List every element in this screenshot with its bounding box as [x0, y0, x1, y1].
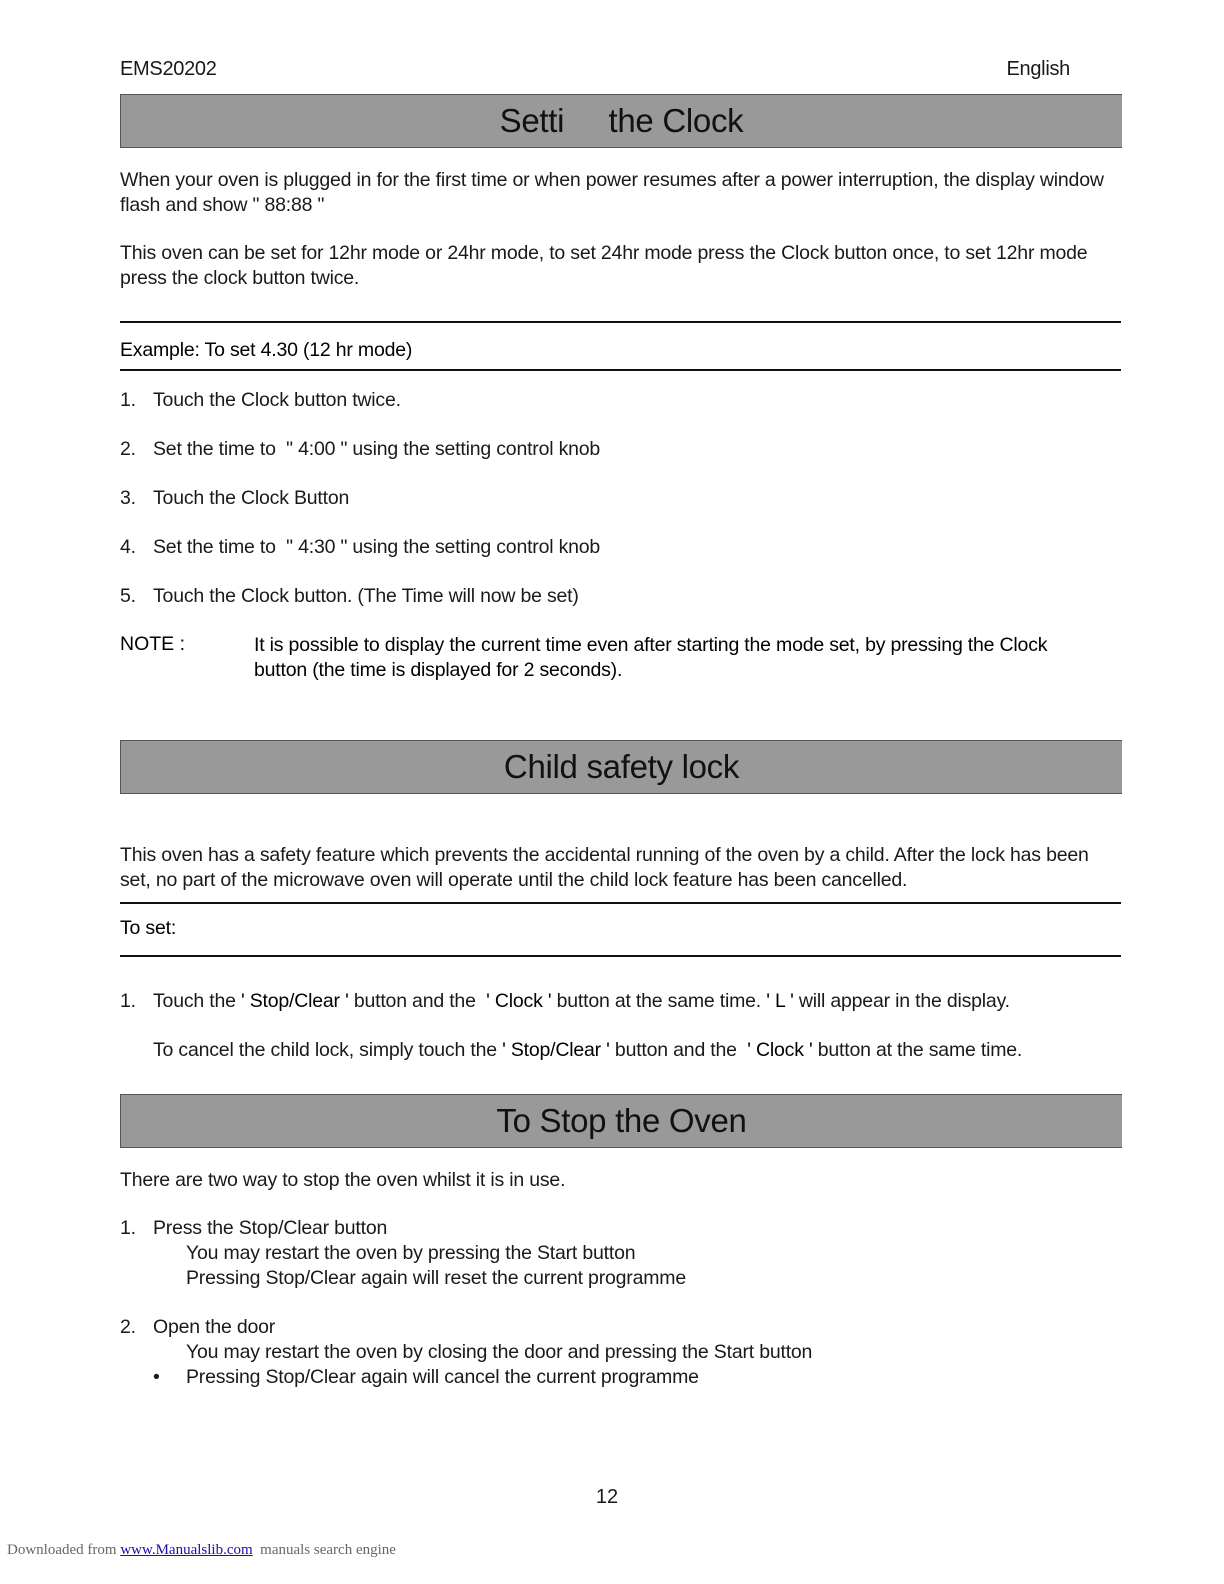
clock-key: ' Clock '	[486, 990, 552, 1012]
lock-indicator: ' L '	[766, 990, 794, 1012]
divider	[120, 369, 1121, 371]
model-number: EMS20202	[120, 58, 217, 80]
download-footer: Downloaded from www.Manualslib.com manuals search engine	[7, 1542, 396, 1558]
clock-intro-paragraph: When your oven is plugged in for the first time or when power resumes after a power interruption, the display window flash and show " 88:88 "	[120, 169, 1104, 216]
divider	[120, 321, 1121, 323]
step-number: 4.	[120, 536, 136, 558]
stop-detail: You may restart the oven by closing the door and pressing the Start button	[186, 1341, 813, 1363]
stop-detail: Pressing Stop/Clear again will reset the current programme	[186, 1267, 686, 1289]
language-label: English	[1006, 58, 1070, 80]
step-text: Touch the Clock button. (The Time will now be set)	[153, 585, 579, 607]
step-text: Set the time to " 4:00 " using the setting control knob	[153, 438, 601, 460]
step-number: 1.	[120, 1217, 136, 1239]
stop-detail: You may restart the oven by pressing the Start button	[186, 1242, 636, 1264]
step-number: 3.	[120, 487, 136, 509]
step-text: Touch the Clock button twice.	[153, 389, 401, 411]
stop-intro: There are two way to stop the oven whilst it is in use.	[120, 1169, 566, 1191]
step-text: Set the time to " 4:30 " using the setting control knob	[153, 536, 601, 558]
to-set-label: To set:	[120, 917, 177, 939]
child-lock-paragraph: This oven has a safety feature which prevents the accidental running of the oven by a child. After the lock has been set, no part of the microwave oven will operate until the child lock feature has been cancelled.	[120, 844, 1089, 891]
step-number: 5.	[120, 585, 136, 607]
step-number: 2.	[120, 438, 136, 460]
divider	[120, 902, 1121, 904]
stop-method: Open the door	[153, 1316, 276, 1338]
divider	[120, 955, 1121, 957]
section-title-stop-oven	[120, 1094, 1122, 1148]
page-number: 12	[595, 1486, 619, 1508]
section-title-child-lock	[120, 740, 1122, 794]
step-number: 2.	[120, 1316, 136, 1338]
clock-mode-paragraph: This oven can be set for 12hr mode or 24hr mode, to set 24hr mode press the Clock button once, to set 12hr mode press the clock button twice.	[120, 242, 1088, 289]
section-title-text: Setti the Clock	[499, 102, 744, 139]
stop-clear-key: ' Stop/Clear '	[240, 990, 349, 1012]
child-lock-step: Touch the ' Stop/Clear ' button and the ' Clock ' button at the same time. ' L ' will appear in the display.	[153, 990, 1010, 1012]
step-number: 1.	[120, 389, 136, 411]
bullet: •	[153, 1366, 160, 1388]
stop-method: Press the Stop/Clear button	[153, 1217, 388, 1239]
note-label: NOTE :	[120, 633, 186, 655]
section-title-text: Child safety lock	[503, 748, 740, 785]
section-title-text: To Stop the Oven	[496, 1102, 747, 1139]
manualslib-link[interactable]: www.Manualslib.com	[120, 1542, 253, 1558]
stop-detail: Pressing Stop/Clear again will cancel the current programme	[186, 1366, 699, 1388]
step-number: 1.	[120, 990, 136, 1012]
clock-key: ' Clock '	[747, 1039, 813, 1061]
example-label: Example: To set 4.30 (12 hr mode)	[120, 339, 413, 361]
stop-clear-key: ' Stop/Clear '	[502, 1039, 610, 1061]
note-text: It is possible to display the current time even after starting the mode set, by pressing the Clock button (the time is displayed for 2 seconds).	[254, 634, 1048, 681]
child-lock-cancel: To cancel the child lock, simply touch the ' Stop/Clear ' button and the ' Clock ' button at the same time.	[153, 1039, 1023, 1061]
section-title-setting-clock	[120, 94, 1122, 148]
step-text: Touch the Clock Button	[153, 487, 350, 509]
